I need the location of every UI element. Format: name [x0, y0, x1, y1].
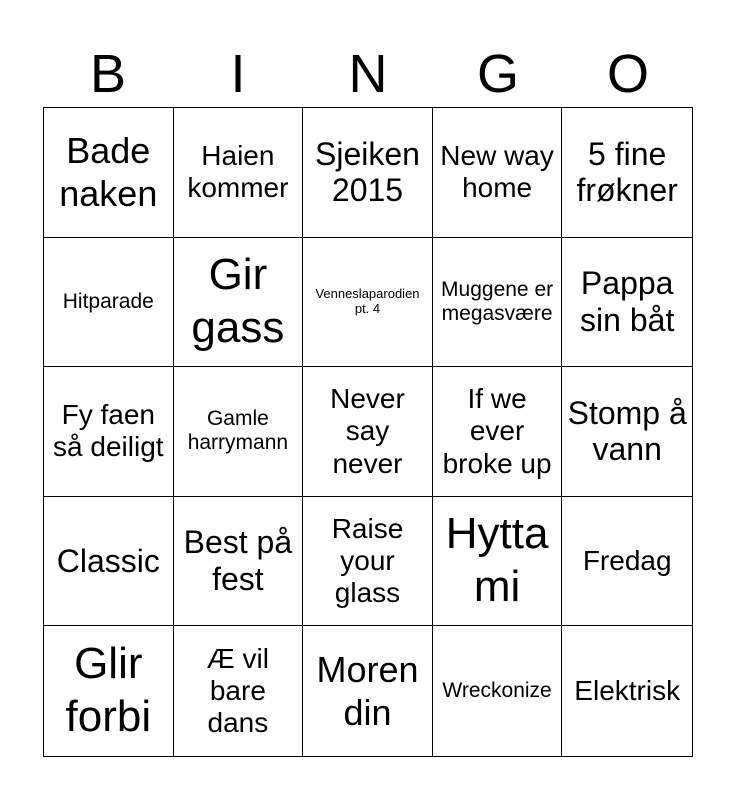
bingo-cell-r1c3[interactable]: Sjeiken 2015: [303, 108, 433, 238]
bingo-grid: [43, 107, 693, 757]
bingo-cell-r4c3[interactable]: Raise your glass: [303, 497, 433, 627]
bingo-header: [43, 40, 693, 108]
header-letter-n: N: [348, 44, 388, 104]
bingo-cell-r4c4[interactable]: Hytta mi: [433, 497, 563, 627]
bingo-cell-r4c5[interactable]: Fredag: [562, 497, 692, 627]
bingo-cell-r5c4[interactable]: Wreckonize: [433, 626, 563, 756]
bingo-cell-r4c1[interactable]: Classic: [44, 497, 174, 627]
bingo-cell-r2c3[interactable]: Venneslaparodien pt. 4: [303, 238, 433, 368]
header-letter-g: G: [476, 44, 519, 104]
bingo-cell-r3c5[interactable]: Stomp å vann: [562, 367, 692, 497]
bingo-cell-r2c2[interactable]: Gir gass: [174, 238, 304, 368]
bingo-cell-r3c2[interactable]: Gamle harrymann: [174, 367, 304, 497]
bingo-cell-r3c3[interactable]: Never say never: [303, 367, 433, 497]
bingo-cell-r1c5[interactable]: 5 fine frøkner: [562, 108, 692, 238]
bingo-cell-r2c1[interactable]: Hitparade: [44, 238, 174, 368]
bingo-cell-r2c4[interactable]: Muggene er megasvære: [433, 238, 563, 368]
bingo-cell-r5c2[interactable]: Æ vil bare dans: [174, 626, 304, 756]
header-letter-i: I: [230, 44, 246, 104]
bingo-cell-r4c2[interactable]: Best på fest: [174, 497, 304, 627]
header-letter-b: B: [89, 44, 127, 104]
bingo-cell-r1c1[interactable]: Bade naken: [44, 108, 174, 238]
bingo-cell-r3c1[interactable]: Fy faen så deiligt: [44, 367, 174, 497]
bingo-cell-r1c4[interactable]: New way home: [433, 108, 563, 238]
bingo-cell-r5c1[interactable]: Glir forbi: [44, 626, 174, 756]
bingo-cell-r1c2[interactable]: Haien kommer: [174, 108, 304, 238]
bingo-cell-r5c3[interactable]: Moren din: [303, 626, 433, 756]
bingo-cell-r3c4[interactable]: If we ever broke up: [433, 367, 563, 497]
header-letter-o: O: [606, 44, 649, 104]
bingo-cell-r2c5[interactable]: Pappa sin båt: [562, 238, 692, 368]
bingo-cell-r5c5[interactable]: Elektrisk: [574, 675, 681, 707]
